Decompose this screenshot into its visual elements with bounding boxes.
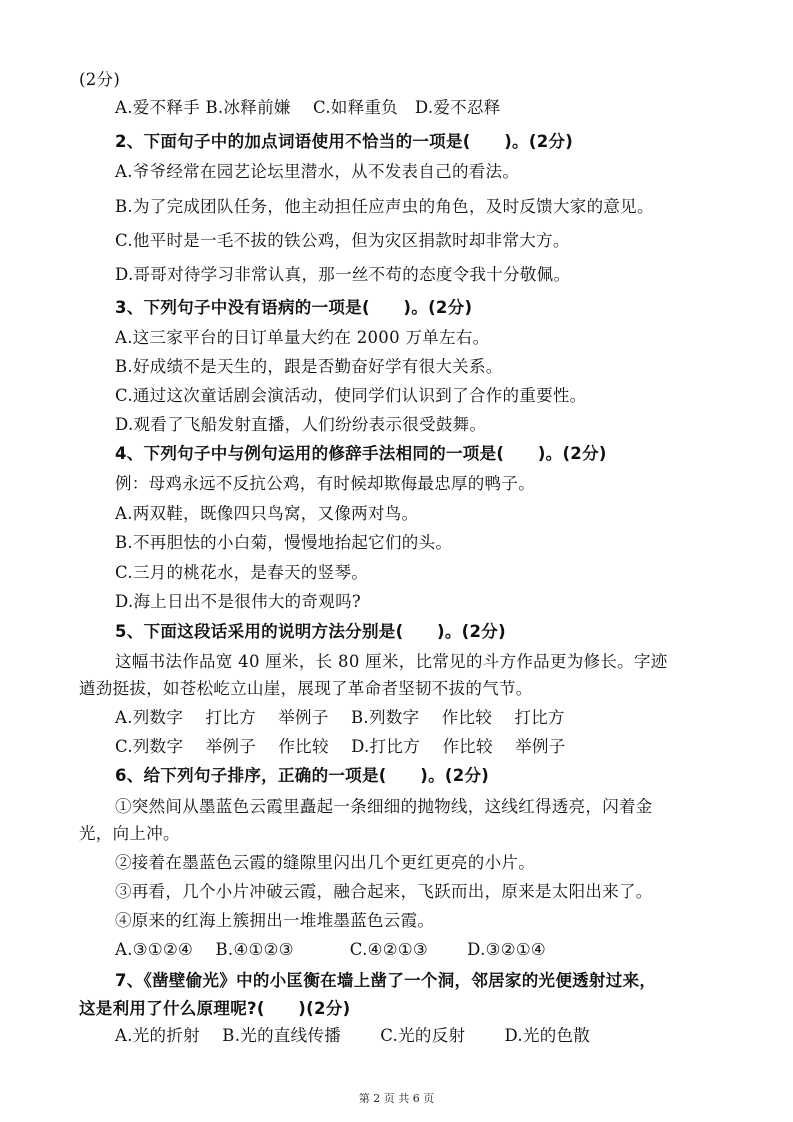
q1-score: (2分)	[79, 70, 121, 89]
q4-option-a: A.两双鞋，既像四只鸟窝，又像两对鸟。	[115, 504, 419, 523]
q3-option-c: C.通过这次童话剧会演活动，使同学们认识到了合作的重要性。	[115, 386, 587, 405]
page-footer: 第 2 页 共 6 页	[358, 1092, 435, 1105]
q4-option-b: B.不再胆怯的小白菊，慢慢地抬起它们的头。	[115, 533, 453, 552]
q7-stem-line1: 7、《凿壁偷光》中的小匡衡在墙上凿了一个洞，邻居家的光便透射过来，	[115, 971, 657, 990]
q3-option-d: D.观看了飞船发射直播，人们纷纷表示很受鼓舞。	[115, 415, 487, 434]
q6-sentence-3: ③再看，几个小片冲破云霞，融合起来，飞跃而出，原来是太阳出来了。	[115, 882, 653, 901]
q4-option-c: C.三月的桃花水，是春天的竖琴。	[115, 563, 369, 582]
q1-options: A.爱不释手 B.冰释前嫌 C.如释重负 D.爱不忍释	[115, 98, 501, 117]
q2-option-b: B.为了完成团队任务，他主动担任应声虫的角色，及时反馈大家的意见。	[115, 197, 654, 216]
q6-sentence-1-line2: 光，向上冲。	[79, 824, 180, 843]
q4-option-d: D.海上日出不是很伟大的奇观吗?	[115, 592, 362, 611]
q4-stem: 4、下列句子中与例句运用的修辞手法相同的一项是( )。(2分)	[115, 444, 607, 463]
q3-option-b: B.好成绩不是天生的，跟是否勤奋好学有很大关系。	[115, 357, 503, 376]
q7-stem-line2: 这是利用了什么原理呢?( )(2分)	[79, 999, 351, 1018]
q5-options-ab: A.列数字 打比方 举例子 B.列数字 作比较 打比方	[115, 708, 565, 727]
q5-passage-line2: 遒劲挺拔，如苍松屹立山崖，展现了革命者坚韧不拔的气节。	[79, 679, 533, 698]
q5-options-cd: C.列数字 举例子 作比较 D.打比方 作比较 举例子	[115, 737, 566, 756]
q2-option-c: C.他平时是一毛不拔的铁公鸡，但为灾区捐款时却非常大方。	[115, 231, 570, 250]
q6-sentence-4: ④原来的红海上簇拥出一堆堆墨蓝色云霞。	[115, 911, 435, 930]
q2-stem: 2、下面句子中的加点词语使用不恰当的一项是( )。(2分)	[115, 132, 574, 151]
q5-stem: 5、下面这段话采用的说明方法分别是( )。(2分)	[115, 622, 506, 641]
q2-option-d: D.哥哥对待学习非常认真，那一丝不苟的态度令我十分敬佩。	[115, 265, 571, 284]
q5-passage-line1: 这幅书法作品宽 40 厘米，长 80 厘米，比常见的斗方作品更为修长。字迹	[115, 652, 668, 671]
q6-sentence-2: ②接着在墨蓝色云霞的缝隙里闪出几个更红更亮的小片。	[115, 853, 535, 872]
q3-stem: 3、下列句子中没有语病的一项是( )。(2分)	[115, 298, 473, 317]
q4-example: 例：母鸡永远不反抗公鸡，有时候却欺侮最忠厚的鸭子。	[115, 474, 535, 493]
q7-options: A.光的折射 B.光的直线传播 C.光的反射 D.光的色散	[115, 1026, 591, 1045]
q6-sentence-1-line1: ①突然间从墨蓝色云霞里矗起一条细细的抛物线，这线红得透亮，闪着金	[115, 797, 653, 816]
q3-option-a: A.这三家平台的日订单量大约在 2000 万单左右。	[115, 328, 490, 347]
q2-option-a: A.爷爷经常在园艺论坛里潜水，从不发表自己的看法。	[115, 162, 520, 181]
q6-options: A.③①②④ B.④①②③ C.④②①③ D.③②①④	[115, 940, 547, 959]
q6-stem: 6、给下列句子排序，正确的一项是( )。(2分)	[115, 766, 490, 785]
